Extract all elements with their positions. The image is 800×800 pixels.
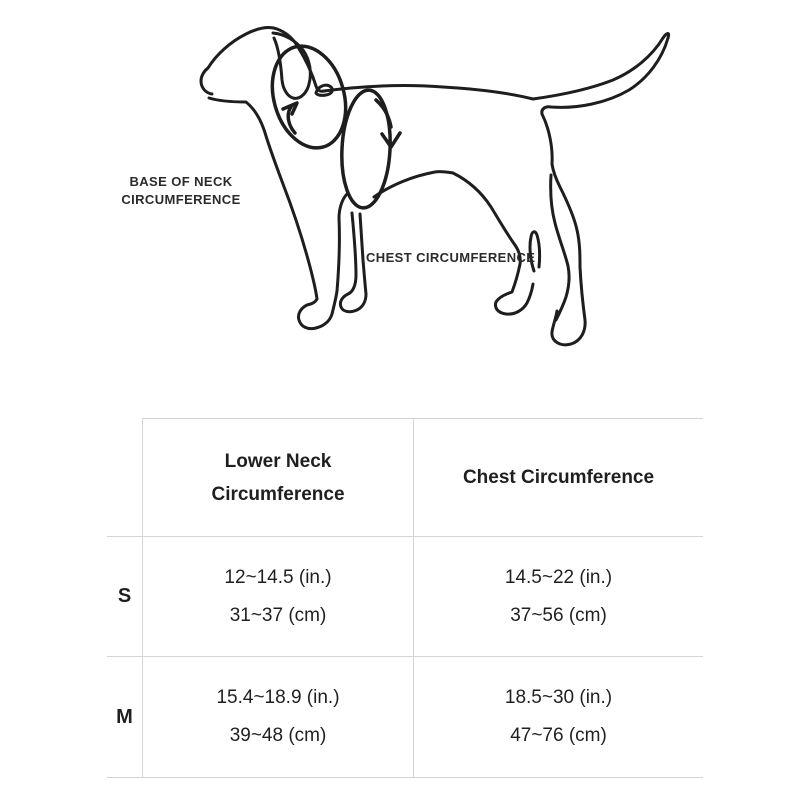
header-neck-cell [143, 418, 414, 537]
row-s-neck-cell [143, 537, 414, 657]
size-table [107, 418, 703, 778]
row-s-neck-inches: 12~14.5 (in.) [224, 566, 332, 588]
row-m-chest-inches: 18.5~30 (in.) [504, 687, 613, 708]
size-label-s: S [117, 585, 132, 607]
neck-label-line2: CIRCUMFERENCE [121, 192, 241, 207]
row-s-chest-inches: 14.5~22 (in.) [504, 566, 613, 588]
dog-outline-front-leg-near [209, 98, 347, 329]
size-label-m: M [116, 705, 133, 728]
row-m-neck-inches: 15.4~18.9 (in.) [216, 687, 340, 708]
neck-circumference-label [118, 173, 244, 209]
chest-circumference-label: CHEST CIRCUMFERENCE [366, 250, 536, 265]
row-m-chest-cell [414, 657, 703, 778]
header-chest-label: Chest Circumference [462, 467, 655, 488]
dog-outline-front-leg-far [340, 213, 366, 312]
header-chest-cell [414, 418, 703, 537]
row-s-chest-cell [414, 537, 703, 657]
header-neck-line1: Lower Neck [224, 450, 332, 472]
dog-outline-head-back-tail [201, 28, 669, 345]
row-s-chest-cm: 37~56 (cm) [510, 604, 607, 626]
dog-outline-hind-leg-near [453, 173, 533, 314]
neck-label-line1: BASE OF NECK [129, 174, 233, 189]
row-m-neck-cm: 39~48 (cm) [229, 725, 327, 746]
row-m-chest-cm: 47~76 (cm) [510, 725, 607, 746]
header-size-cell [107, 418, 143, 537]
dog-ear [273, 33, 310, 98]
row-m-neck-cell [143, 657, 414, 778]
row-s-size-cell [107, 537, 143, 657]
header-neck-line2: Circumference [211, 483, 345, 505]
row-m-size-cell [107, 657, 143, 778]
row-s-neck-cm: 31~37 (cm) [229, 604, 327, 626]
